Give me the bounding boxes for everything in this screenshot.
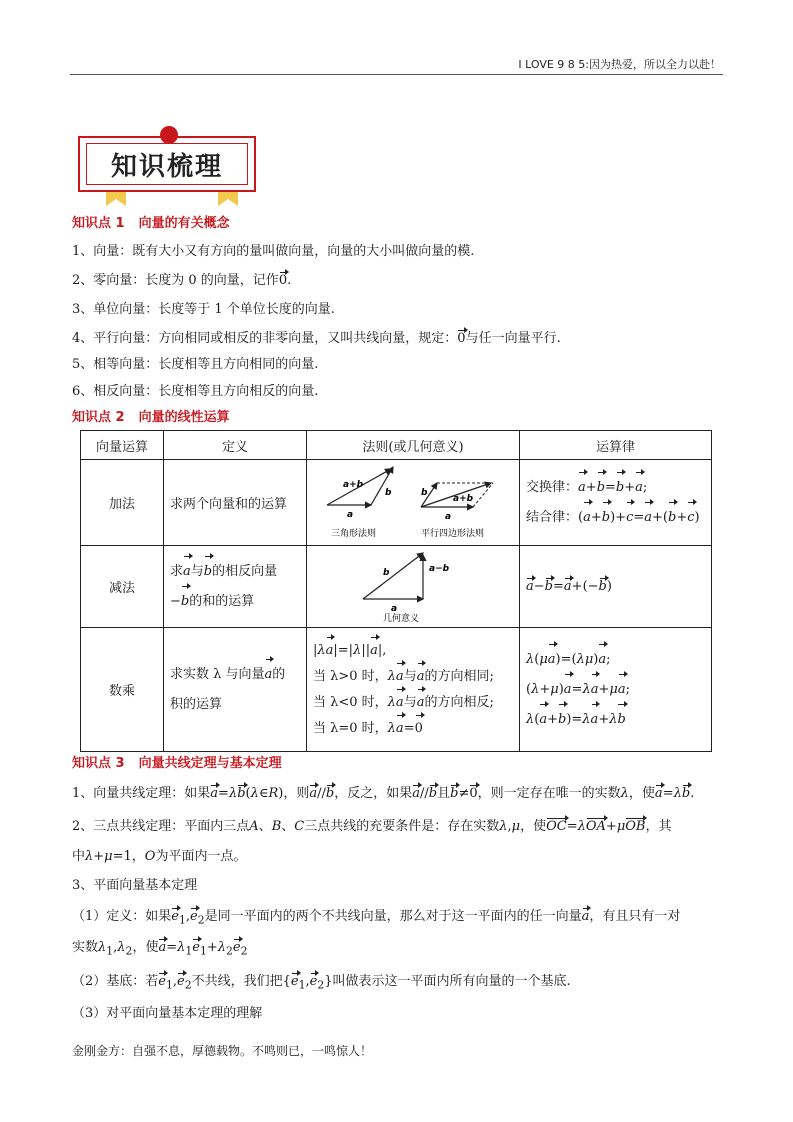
kp3-line-6: 实数$\lambda_1,\lambda_2$，使$a=\lambda_1e_1+\lambda_2e_2$ [72,940,248,958]
law-add: 交换律：a+b=b+a; 结合律：(a+b)+c=a+(b+c) [520,460,712,546]
def-add: 求两个向量和的运算 [164,460,307,546]
kp3-line-8: （3）对平面向量基本定理的理解 [72,1006,263,1021]
label-geometric-meaning: 几何意义 [383,613,420,623]
kp1-item-6: 6、相反向量：长度相等且方向相反的向量. [72,384,319,399]
svg-text:a: a [445,511,452,522]
svg-text:b: b [421,487,428,498]
kp1-item-4: 4、平行向量：方向相同或相反的非零向量，又叫共线向量，规定：0与任一向量平行. [72,331,561,346]
table-header: 向量运算 [81,431,164,460]
rule-sub [307,546,520,628]
footer-text: 金刚金方：自强不息，厚德载物。不鸣则已，一鸣惊人！ [72,1044,373,1058]
rule-scalar: |λa|=|λ||a|, 当 λ>0 时，λa与a的方向相同; 当 λ<0 时，λa与a的方向相反; 当 λ=0 时，λa=0 [307,628,520,752]
header-text: I LOVE 9 8 5:因为热爱，所以全力以赴！ [518,58,721,71]
kp1-item-2: 2、零向量：长度为 0 的向量，记作0. [72,273,292,288]
kp3-line-1: 1、向量共线定理：如果a=λb(λ∈R)，则a//b，反之，如果a//b且b≠0，则一定存在唯一的实数λ，使a=λb. [72,786,695,801]
banner-dot-icon [160,126,178,144]
svg-text:a: a [347,509,354,520]
table-header: 定义 [164,431,307,460]
vector-operations-table [80,430,712,752]
banner-frame [78,136,256,192]
kp1-item-5: 5、相等向量：长度相等且方向相同的向量. [72,357,319,372]
op-add: 加法 [81,460,164,546]
kp3-line-4: 3、平面向量基本定理 [72,878,198,893]
kp1-number: 知识点 1 [72,216,125,231]
kp3-line-3: 中λ+μ=1，O为平面内一点。 [72,849,247,864]
svg-text:b: b [383,567,390,578]
table-header: 法则(或几何意义) [307,431,520,460]
kp2-number: 知识点 2 [72,410,125,425]
kp1-item-3: 3、单位向量：长度等于 1 个单位长度的向量. [72,302,335,317]
rule-add [307,460,520,546]
table-row [81,460,712,546]
banner-title: 知识梳理 [110,152,223,182]
kp3-heading [72,752,282,771]
kp1-item-1: 1、向量：既有大小又有方向的量叫做向量，向量的大小叫做向量的模. [72,244,475,259]
table-header: 运算律 [520,431,712,460]
kp3-line-5: （1）定义：如果$e_1,e_2$是同一平面内的两个不共线向量，那么对于这一平面内的任一向量a，有且只有一对 [72,909,681,927]
kp3-line-7: （2）基底：若$e_1,e_2$不共线，我们把$\{e_1,e_2\}$叫做表示这一平面内所有向量的一个基底. [72,974,571,992]
addition-diagram [313,461,513,541]
kp1-title: 向量的有关概念 [138,216,230,231]
op-scalar: 数乘 [81,628,164,752]
svg-text:a: a [391,603,398,614]
label-parallelogram-rule: 平行四边形法则 [421,528,485,539]
header-rule [70,74,723,75]
subtraction-diagram [313,547,513,623]
kp2-title: 向量的线性运算 [138,410,230,425]
def-sub: 求a与b的相反向量 −b的和的运算 [164,546,307,628]
kp3-title: 向量共线定理与基本定理 [138,756,282,771]
kp2-heading [72,406,230,425]
svg-text:a+b: a+b [453,493,474,504]
svg-text:b: b [385,487,392,498]
kp1-heading [72,212,230,231]
law-scalar: λ(μa)=(λμ)a; (λ+μ)a=λa+μa; λ(a+b)=λa+λb [520,628,712,752]
table-row [81,546,712,628]
law-sub: a−b=a+(−b) [520,546,712,628]
kp3-number: 知识点 3 [72,756,125,771]
svg-text:a−b: a−b [429,563,450,574]
def-scalar: 求实数 λ 与向量a的 积的运算 [164,628,307,752]
op-sub: 减法 [81,546,164,628]
label-triangle-rule: 三角形法则 [331,528,377,539]
svg-text:a+b: a+b [343,479,364,490]
section-banner [78,126,260,204]
table-row [81,628,712,752]
table-header-row [81,431,712,460]
kp3-line-2: 2、三点共线定理：平面内三点A、B、C三点共线的充要条件是：存在实数λ,μ，使OC=λOA+μOB，其 [72,819,672,834]
